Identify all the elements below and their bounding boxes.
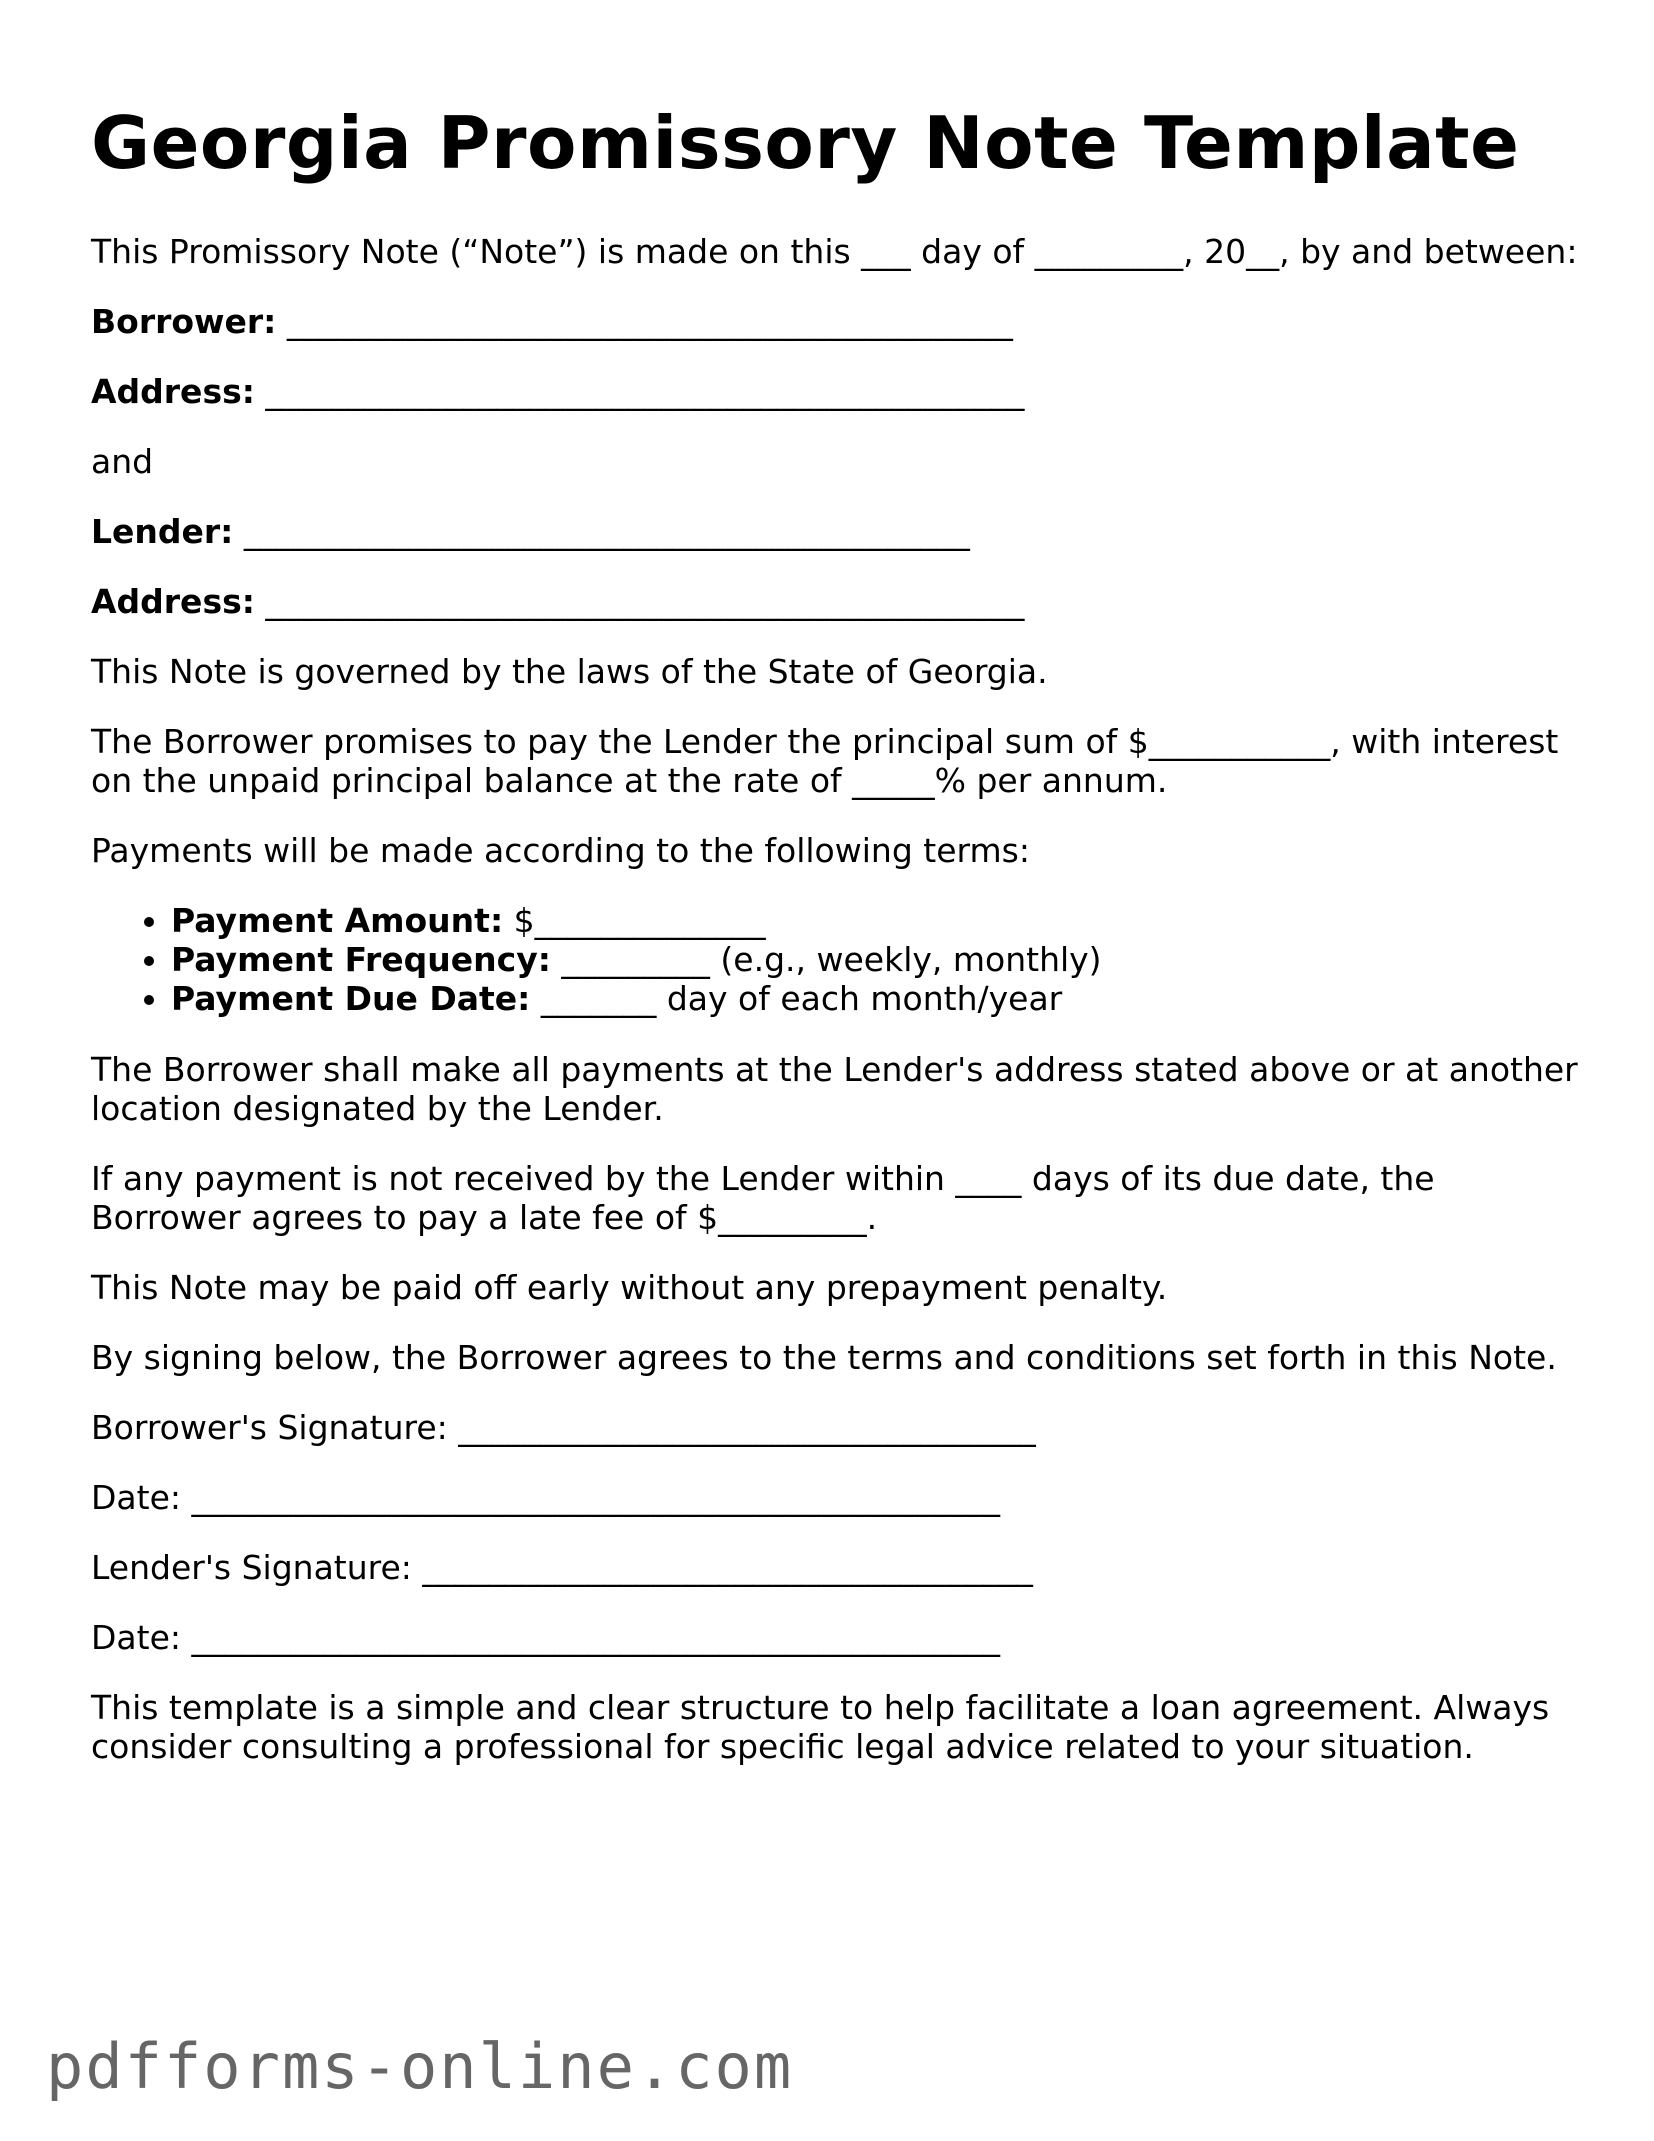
closing-paragraph: This template is a simple and clear structure to help facilitate a loan agreement. Always consider consulting a professional for specific legal advice related to your situation. (91, 1688, 1550, 1767)
payment-term-value: $______________ (503, 901, 766, 941)
payments-intro-paragraph: Payments will be made according to the following terms: (91, 831, 1030, 871)
lender-address-blank: ______________________________________________ (254, 582, 1025, 622)
document-page (91, 100, 1591, 1797)
payment-terms-list (91, 901, 1591, 1018)
payment-term-due-date (171, 979, 1591, 1018)
conjunction-text: and (91, 442, 154, 482)
payment-term-label: Payment Amount: (171, 901, 504, 941)
governing-law-paragraph: This Note is governed by the laws of the State of Georgia. (91, 652, 1048, 692)
borrower-date-line: Date: _________________________________________________ (91, 1478, 1000, 1518)
borrower-address-blank: ______________________________________________ (254, 372, 1025, 412)
principal-paragraph: The Borrower promises to pay the Lender the principal sum of $___________, with interest on the unpaid principal balance at the rate of _____% per annum. (91, 722, 1559, 801)
borrower-address-line (91, 372, 1591, 411)
document-title: Georgia Promissory Note Template (91, 101, 1520, 185)
payment-term-amount (171, 901, 1591, 940)
borrower-label: Borrower: (91, 302, 277, 342)
lender-address-label: Address: (91, 582, 255, 622)
borrower-address-label: Address: (91, 372, 255, 412)
lender-line (91, 512, 1591, 551)
borrower-line (91, 302, 1591, 341)
lender-label: Lender: (91, 512, 234, 552)
lender-blank: ____________________________________________ (233, 512, 970, 552)
late-fee-paragraph: If any payment is not received by the Lender within ____ days of its due date, the Borrower agrees to pay a late fee of $_________. (91, 1159, 1435, 1238)
borrower-blank: ____________________________________________ (276, 302, 1013, 342)
payment-location-paragraph: The Borrower shall make all payments at the Lender's address stated above or at another location designated by the Lender. (91, 1050, 1578, 1129)
prepayment-paragraph: This Note may be paid off early without any prepayment penalty. (91, 1268, 1168, 1308)
lender-address-line (91, 582, 1591, 621)
payment-term-label: Payment Frequency: (171, 940, 551, 980)
payment-term-value: _______ day of each month/year (530, 979, 1063, 1019)
payment-term-value: _________ (e.g., weekly, monthly) (550, 940, 1102, 980)
lender-signature-line: Lender's Signature: _____________________________________ (91, 1548, 1033, 1588)
borrower-signature-line: Borrower's Signature: ___________________________________ (91, 1408, 1036, 1448)
agreement-paragraph: By signing below, the Borrower agrees to the terms and conditions set forth in this Note. (91, 1338, 1557, 1378)
intro-paragraph: This Promissory Note (“Note”) is made on this ___ day of _________, 20__, by and between: (91, 232, 1578, 272)
watermark: pdfforms-online.com (46, 2030, 794, 2103)
payment-term-frequency (171, 940, 1591, 979)
lender-date-line: Date: _________________________________________________ (91, 1618, 1000, 1658)
payment-term-label: Payment Due Date: (171, 979, 531, 1019)
